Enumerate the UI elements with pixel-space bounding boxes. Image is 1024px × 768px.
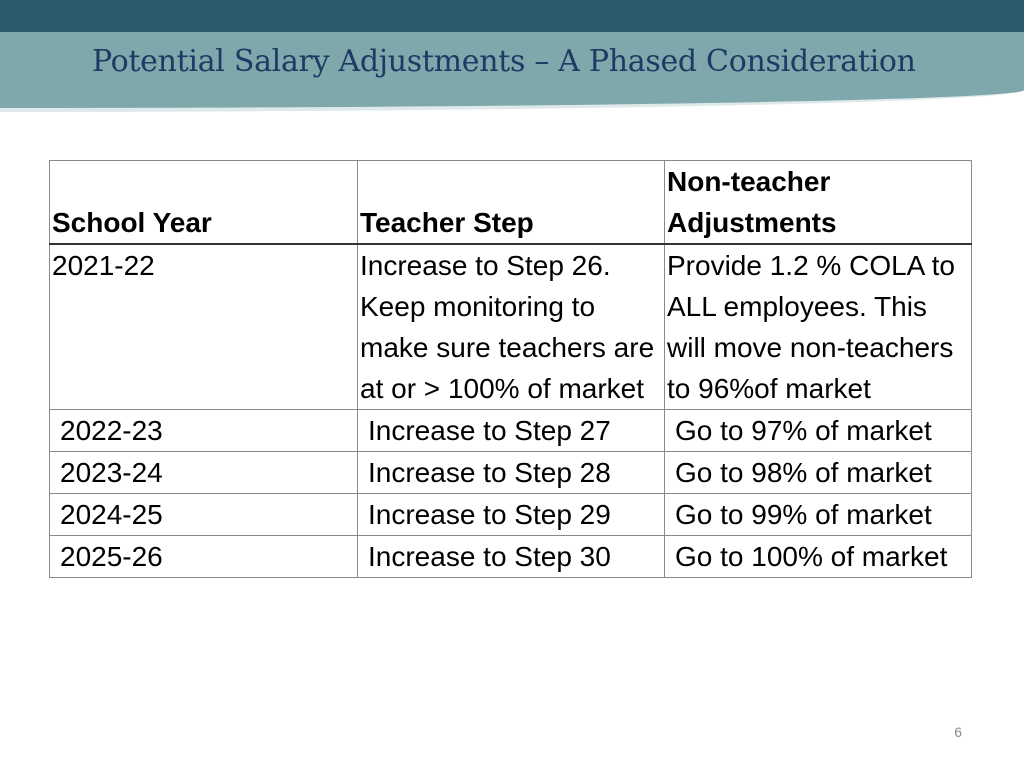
cell-school-year: 2025-26 bbox=[50, 536, 358, 578]
header-non-teacher-adjustments: Non-teacher Adjustments bbox=[665, 161, 972, 245]
header-school-year: School Year bbox=[50, 161, 358, 245]
table-row bbox=[50, 452, 972, 494]
cell-teacher-step: Increase to Step 27 bbox=[358, 410, 665, 452]
table-header-row bbox=[50, 161, 972, 245]
cell-non-teacher: Go to 99% of market bbox=[665, 494, 972, 536]
cell-teacher-step: Increase to Step 29 bbox=[358, 494, 665, 536]
cell-non-teacher: Go to 98% of market bbox=[665, 452, 972, 494]
slide-title: Potential Salary Adjustments – A Phased Consideration bbox=[92, 44, 916, 79]
cell-teacher-step: Increase to Step 28 bbox=[358, 452, 665, 494]
cell-non-teacher: Go to 97% of market bbox=[665, 410, 972, 452]
header-teacher-step: Teacher Step bbox=[358, 161, 665, 245]
cell-school-year: 2023-24 bbox=[50, 452, 358, 494]
header-top-bar bbox=[0, 0, 1024, 32]
table-row bbox=[50, 244, 972, 410]
page-number: 6 bbox=[954, 724, 962, 740]
cell-teacher-step: Increase to Step 30 bbox=[358, 536, 665, 578]
table-row bbox=[50, 410, 972, 452]
cell-teacher-step: Increase to Step 26. Keep monitoring to make sure teachers are at or > 100% of market bbox=[358, 244, 665, 410]
cell-school-year: 2022-23 bbox=[50, 410, 358, 452]
table-row bbox=[50, 536, 972, 578]
salary-adjustment-table bbox=[49, 160, 972, 578]
table-row bbox=[50, 494, 972, 536]
cell-school-year: 2024-25 bbox=[50, 494, 358, 536]
cell-non-teacher: Provide 1.2 % COLA to ALL employees. This will move non-teachers to 96%of market bbox=[665, 244, 972, 410]
cell-school-year: 2021-22 bbox=[50, 244, 358, 410]
cell-non-teacher: Go to 100% of market bbox=[665, 536, 972, 578]
